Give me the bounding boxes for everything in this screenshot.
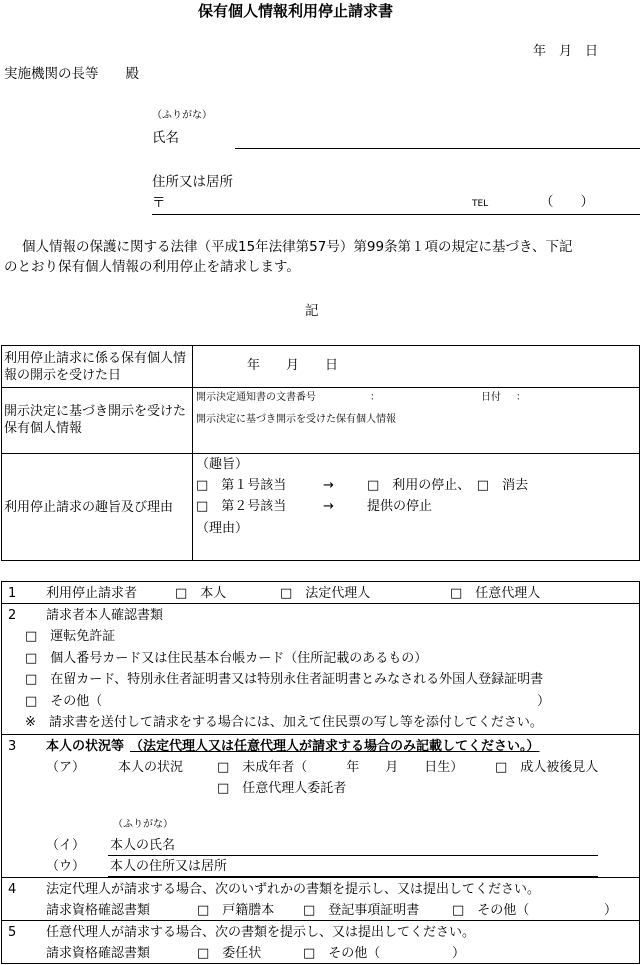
purpose-reason-label: 利用停止請求の趣旨及び理由 xyxy=(4,500,174,515)
status-voluntary-principal-checkbox[interactable]: □ 任意代理人委託者 xyxy=(217,781,347,796)
section-2-label: 請求者本人確認書類 xyxy=(46,608,164,623)
family-register-checkbox[interactable]: □ 戸籍謄本 xyxy=(197,903,275,918)
tel-paren: （ ） xyxy=(540,194,594,210)
section-sep-2 xyxy=(1,734,640,735)
clause-1-result[interactable]: □ 利用の停止、 □ 消去 xyxy=(367,478,529,493)
power-of-attorney-checkbox[interactable]: □ 委任状 xyxy=(197,946,262,961)
section-3-note: （法定代理人又は任意代理人が請求する場合のみ記載してください。） xyxy=(130,739,540,754)
clause-2-arrow: → xyxy=(323,499,334,514)
legal-other-checkbox[interactable]: □ その他（ xyxy=(452,903,530,918)
address-label: 住所又は居所 xyxy=(152,174,233,190)
section-5-label: 任意代理人が請求する場合、次の書類を提示し、又は提出してください。 xyxy=(46,925,476,940)
name-label: 氏名 xyxy=(152,130,179,146)
disclosure-row-sep-1 xyxy=(1,387,640,388)
status-minor-checkbox[interactable]: □ 未成年者（ 年 月 日生） xyxy=(217,760,464,775)
status-a-marker: （ア） xyxy=(46,760,86,775)
clause-2-option[interactable]: □ 第２号該当 xyxy=(196,499,287,514)
requester-self-checkbox[interactable]: □ 本人 xyxy=(175,586,227,601)
status-u-marker: （ウ） xyxy=(46,859,86,874)
intro-line-2: のとおり保有個人情報の利用停止を請求します。 xyxy=(4,259,300,275)
section-5-sub-label: 請求資格確認書類 xyxy=(46,946,151,961)
id-mailing-note: ※ 請求書を送付して請求をする場合には、加えて住民票の写し等を添付してください。 xyxy=(25,715,543,730)
postal-mark: 〒 xyxy=(152,195,166,211)
form-title: 保有個人情報利用停止請求書 xyxy=(198,2,394,20)
requester-voluntary-agent-checkbox[interactable]: □ 任意代理人 xyxy=(450,586,541,601)
doc-number-colon: ： xyxy=(370,392,380,403)
intro-line-1: 個人情報の保護に関する法律（平成15年法律第57号）第99条第１項の規定に基づき、下記 xyxy=(22,239,573,255)
principal-name-underline xyxy=(108,855,598,856)
tel-label: TEL xyxy=(472,199,489,209)
purpose-heading: （趣旨） xyxy=(196,457,249,472)
disclosed-info-heading: 開示決定に基づき開示を受けた保有個人情報 xyxy=(196,414,396,425)
section-4-sub-label: 請求資格確認書類 xyxy=(46,903,151,918)
id-my-number-card-checkbox[interactable]: □ 個人番号カード又は住民基本台帳カード（住所記載のあるもの） xyxy=(25,651,428,666)
section-4-label: 法定代理人が請求する場合、次のいずれかの書類を提示し、又は提出してください。 xyxy=(46,882,541,897)
section-sep-3 xyxy=(1,877,640,878)
id-drivers-license-checkbox[interactable]: □ 運転免許証 xyxy=(25,629,116,644)
section-sep-4 xyxy=(1,920,640,921)
section-sep-1 xyxy=(1,603,640,604)
disclosed-date-label-1: 利用停止請求に係る保有個人情 xyxy=(4,351,187,366)
name-underline xyxy=(235,148,640,149)
requester-legal-agent-checkbox[interactable]: □ 法定代理人 xyxy=(280,586,371,601)
clause-1-option[interactable]: □ 第１号該当 xyxy=(196,478,287,493)
id-residence-card-checkbox[interactable]: □ 在留カード、特別永住者証明書又は特別永住者証明書とみなされる外国人登録証明書 xyxy=(25,672,544,687)
doc-date-label: 日付 xyxy=(481,392,501,403)
address-underline xyxy=(152,214,640,215)
voluntary-other-checkbox[interactable]: □ その他（ xyxy=(303,946,381,961)
addressee: 実施機関の長等 殿 xyxy=(4,66,139,82)
status-a-label: 本人の状況 xyxy=(118,760,184,775)
section-1-number: 1 xyxy=(8,586,17,601)
disclosed-date-value: 年 月 日 xyxy=(247,358,339,373)
reason-heading: （理由） xyxy=(196,521,249,536)
disclosed-info-label-2: 保有個人情報 xyxy=(4,421,83,436)
id-other-close-paren: ） xyxy=(537,694,551,709)
principal-address-label: 本人の住所又は居所 xyxy=(110,859,228,874)
clause-1-arrow: → xyxy=(323,478,334,493)
status-adult-ward-checkbox[interactable]: □ 成人被後見人 xyxy=(495,760,599,775)
section-2-number: 2 xyxy=(8,608,17,623)
legal-other-close-paren: ） xyxy=(604,903,618,918)
ki-heading: 記 xyxy=(305,303,319,319)
section-3-label: 本人の状況等 xyxy=(46,739,125,754)
voluntary-other-close-paren: ） xyxy=(452,946,466,961)
disclosure-row-sep-2 xyxy=(1,453,640,454)
doc-date-colon: ： xyxy=(516,392,526,403)
principal-address-underline xyxy=(108,876,598,877)
principal-furigana-label: （ふりがな） xyxy=(113,819,173,830)
disclosed-date-label-2: 報の開示を受けた日 xyxy=(4,368,122,383)
principal-name-label: 本人の氏名 xyxy=(110,838,176,853)
id-other-checkbox[interactable]: □ その他（ xyxy=(25,694,103,709)
furigana-label: （ふりがな） xyxy=(152,110,212,121)
registry-certificate-checkbox[interactable]: □ 登記事項証明書 xyxy=(303,903,420,918)
status-i-marker: （イ） xyxy=(46,838,86,853)
section-5-number: 5 xyxy=(8,925,17,940)
section-1-label: 利用停止請求者 xyxy=(46,586,138,601)
disclosed-info-label-1: 開示決定に基づき開示を受けた xyxy=(4,404,187,419)
date-label: 年 月 日 xyxy=(533,44,599,59)
section-4-number: 4 xyxy=(8,882,17,897)
section-3-number: 3 xyxy=(8,739,17,754)
doc-number-label: 開示決定通知書の文書番号 xyxy=(196,392,316,403)
clause-2-result: 提供の停止 xyxy=(367,499,433,514)
